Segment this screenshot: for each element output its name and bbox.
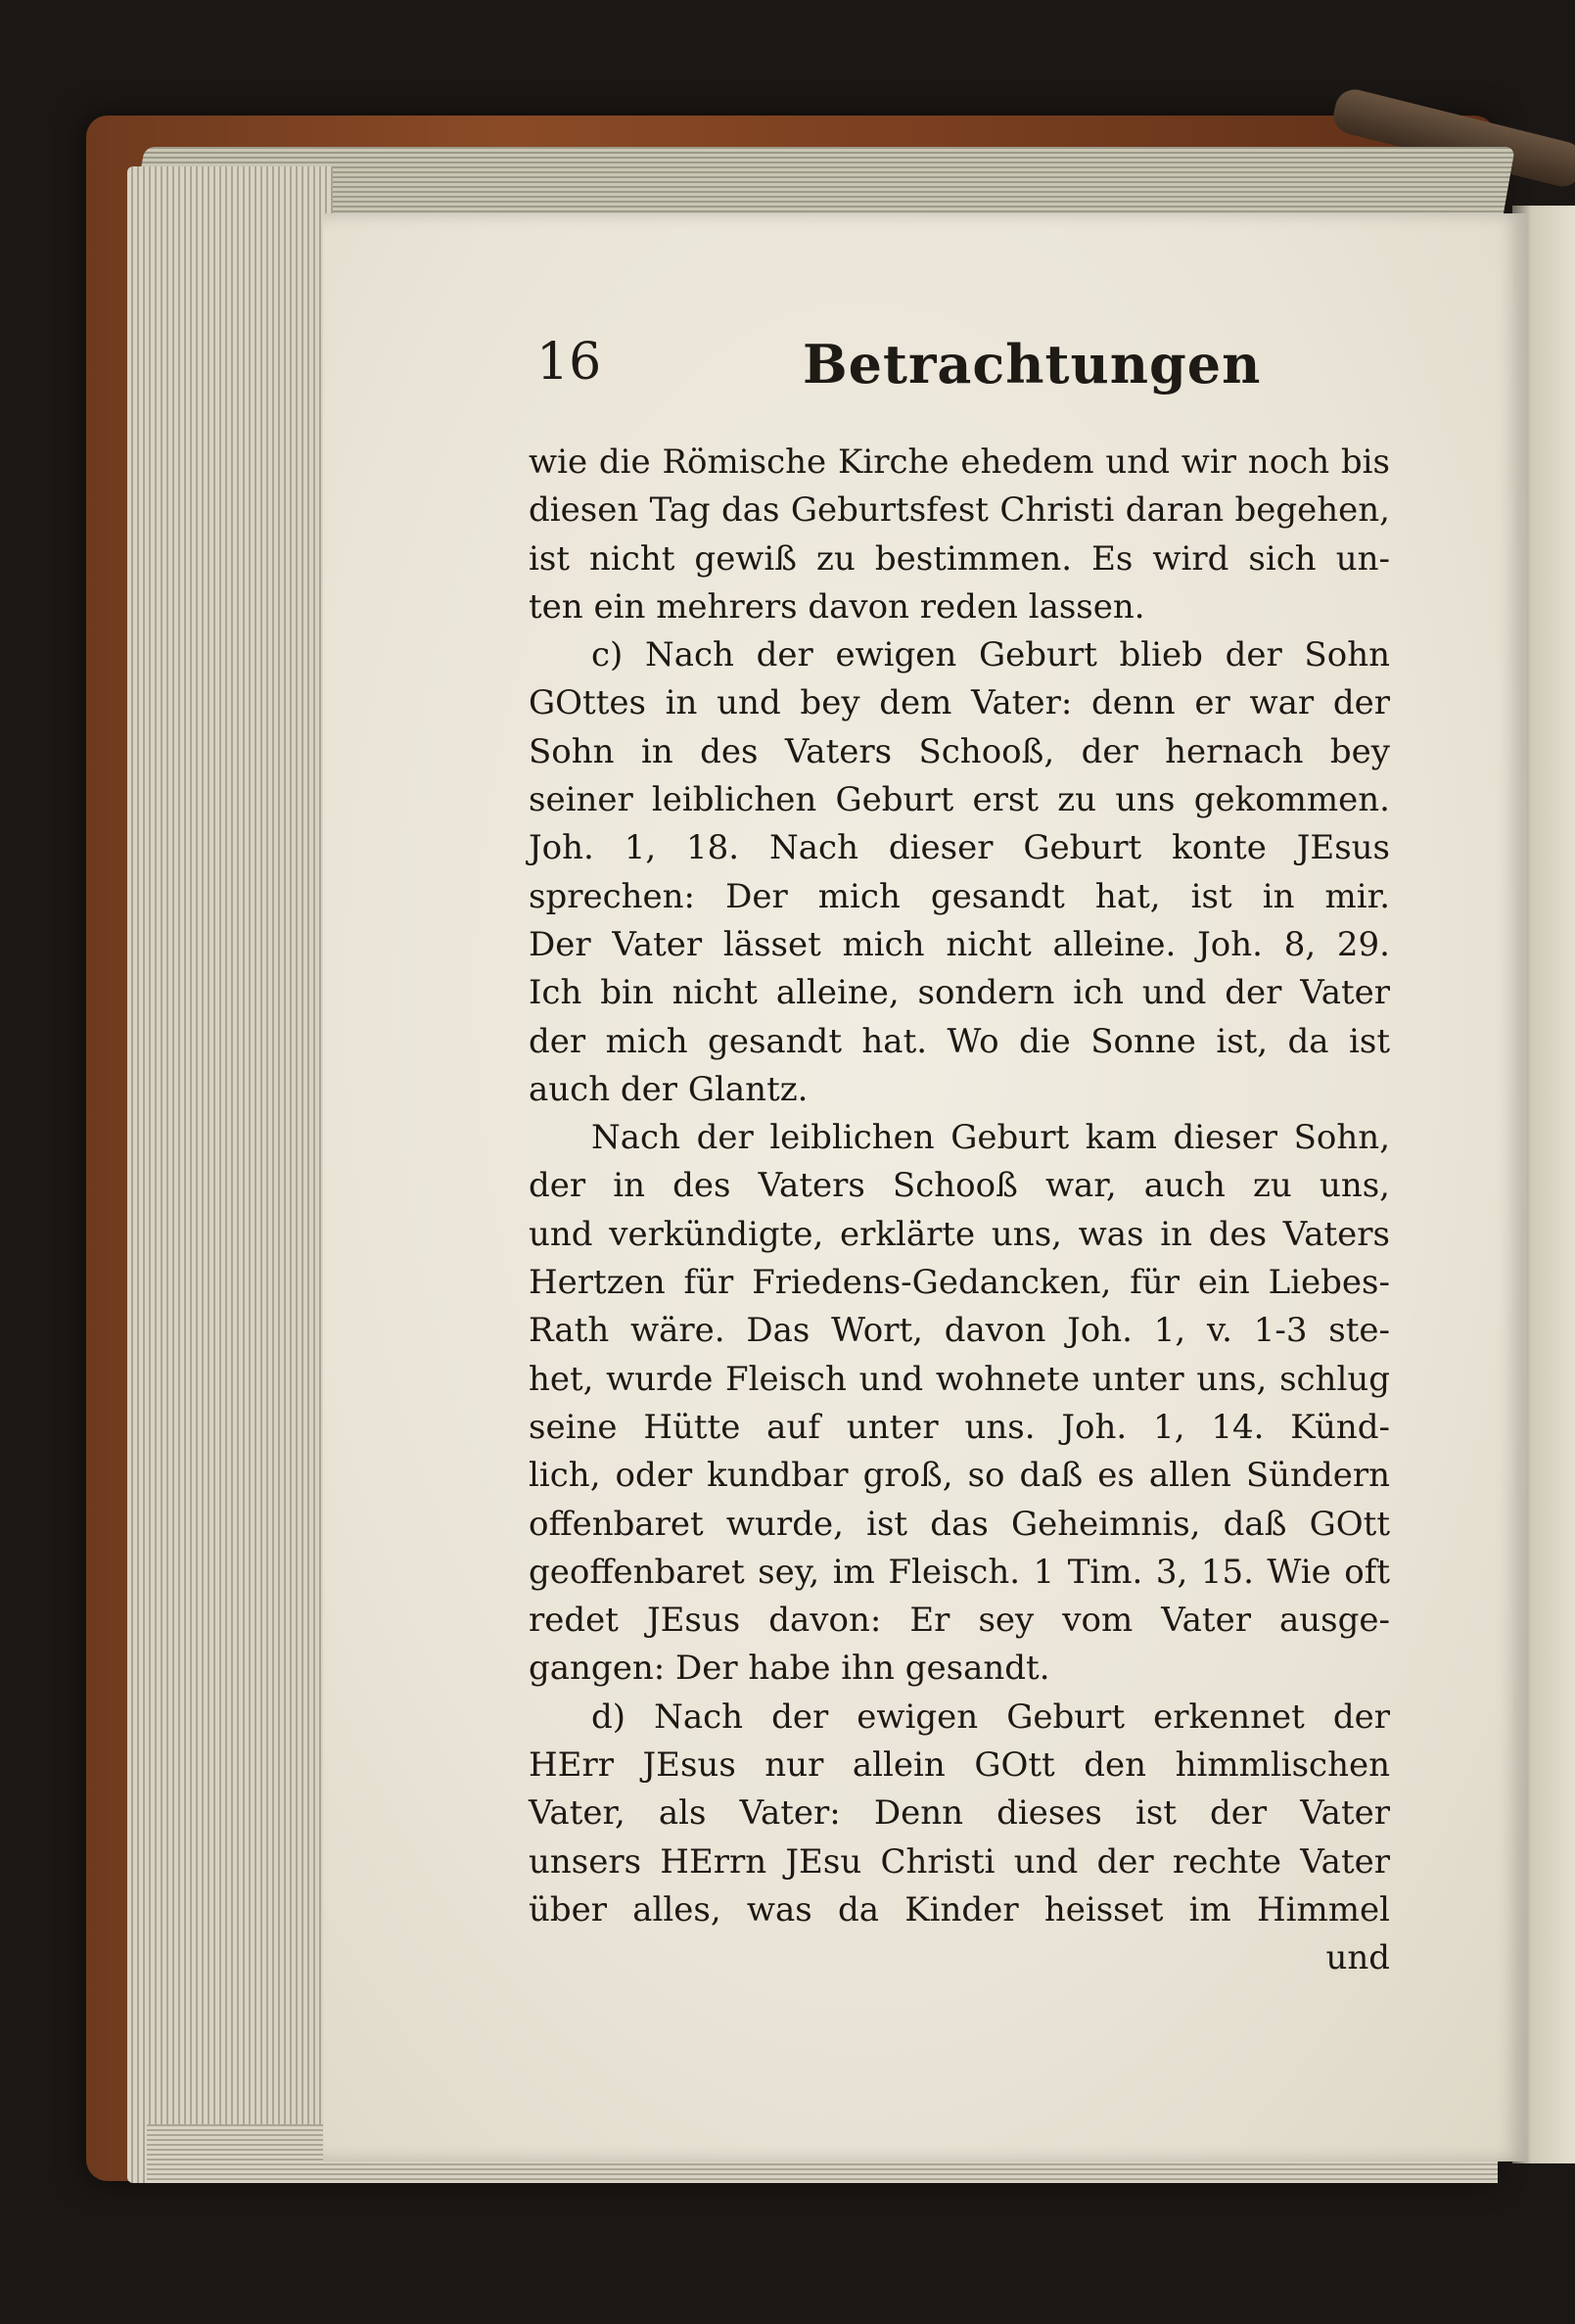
text-line: Hertzen für Friedens-Gedancken, für ein Liebes- bbox=[529, 1263, 1390, 1303]
text-line: Nach der leiblichen Geburt kam dieser Sohn, bbox=[591, 1118, 1390, 1158]
text-line: het, wurde Fleisch und wohnete unter uns, schlug bbox=[529, 1359, 1390, 1399]
text-line: Ich bin nicht alleine, sondern ich und der Vater bbox=[529, 973, 1390, 1013]
text-line: auch der Glantz. bbox=[529, 1069, 809, 1109]
page-number: 16 bbox=[536, 333, 602, 392]
text-line: ten ein mehrers davon reden lassen. bbox=[529, 586, 1145, 627]
text-line: wie die Römische Kirche ehedem und wir noch bis bbox=[529, 442, 1390, 482]
text-line: Joh. 1, 18. Nach dieser Geburt konte JEsus bbox=[529, 828, 1390, 868]
text-line: lich, oder kundbar groß, so daß es allen Sündern bbox=[529, 1456, 1390, 1496]
text-line: Vater, als Vater: Denn dieses ist der Vater bbox=[529, 1793, 1390, 1834]
text-line: Rath wäre. Das Wort, davon Joh. 1, v. 1-3 ste- bbox=[529, 1311, 1390, 1351]
text-line: über alles, was da Kinder heisset im Himmel bbox=[529, 1889, 1390, 1929]
text-line: geoffenbaret sey, im Fleisch. 1 Tim. 3, 15. Wie oft bbox=[529, 1552, 1390, 1592]
running-title: Betrachtungen bbox=[803, 333, 1262, 395]
text-line: der mich gesandt hat. Wo die Sonne ist, da ist bbox=[529, 1021, 1390, 1061]
text-line: seine Hütte auf unter uns. Joh. 1, 14. Künd- bbox=[529, 1407, 1390, 1447]
catchword: und bbox=[1325, 1938, 1390, 1978]
body-text bbox=[529, 439, 1390, 1983]
text-line: sprechen: Der mich gesandt hat, ist in mir. bbox=[529, 876, 1390, 916]
text-line: Sohn in des Vaters Schooß, der hernach bey bbox=[529, 731, 1390, 771]
text-line: ist nicht gewiß zu bestimmen. Es wird sich un- bbox=[529, 538, 1390, 579]
text-line: seiner leiblichen Geburt erst zu uns gekommen. bbox=[529, 780, 1390, 820]
text-line: gangen: Der habe ihn gesandt. bbox=[529, 1649, 1050, 1689]
text-line: diesen Tag das Geburtsfest Christi daran begehen, bbox=[529, 490, 1390, 531]
text-line: redet JEsus davon: Er sey vom Vater ausge- bbox=[529, 1601, 1390, 1641]
text-line: c) Nach der ewigen Geburt blieb der Sohn bbox=[591, 635, 1390, 675]
page-edges-left bbox=[127, 166, 333, 2183]
text-line: GOttes in und bey dem Vater: denn er war der bbox=[529, 683, 1390, 723]
page-header bbox=[536, 333, 1417, 411]
text-line: und verkündigte, erklärte uns, was in des Vaters bbox=[529, 1214, 1390, 1254]
text-line: d) Nach der ewigen Geburt erkennet der bbox=[591, 1697, 1390, 1737]
text-line: unsers HErrn JEsu Christi und der rechte Vater bbox=[529, 1841, 1390, 1882]
text-line: offenbaret wurde, ist das Geheimnis, daß GOtt bbox=[529, 1504, 1390, 1544]
text-line: Der Vater lässet mich nicht alleine. Joh. 8, 29. bbox=[529, 924, 1390, 964]
text-line: HErr JEsus nur allein GOtt den himmlischen bbox=[529, 1745, 1390, 1786]
text-line: der in des Vaters Schooß war, auch zu uns, bbox=[529, 1166, 1390, 1206]
